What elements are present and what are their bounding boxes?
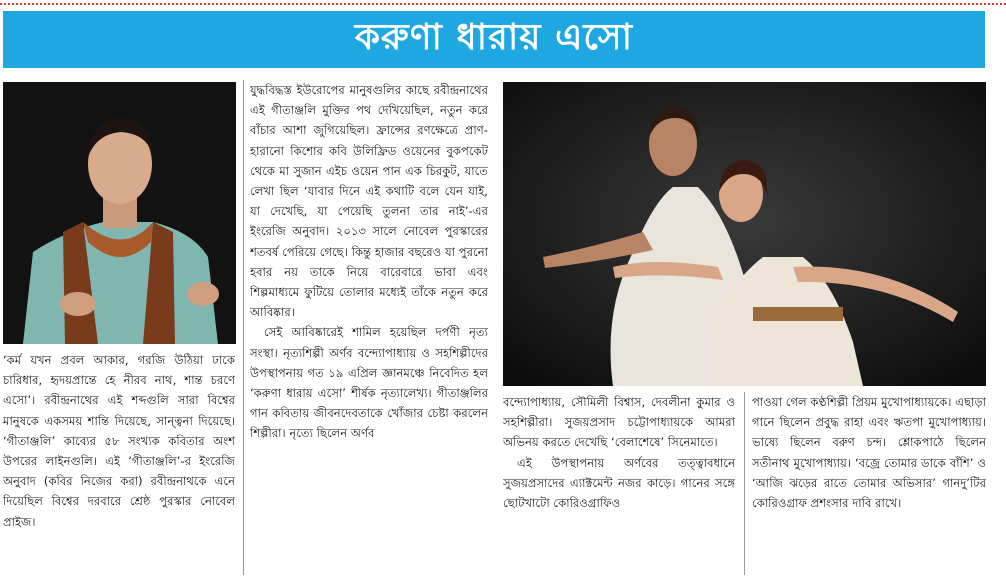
- headline: করুণা ধারায় এসো: [354, 16, 634, 58]
- paragraph: এই উপস্থাপনায় অর্ণবের তত্ত্বাবধানে সুজয়প্রসাদের এ্যাক্টমেন্ট নজর কাড়ে। গানের সঙ্গে ছোটখাটো কোরিওগ্রাফিও: [503, 455, 735, 511]
- article-column-3: [503, 392, 735, 575]
- singer-portrait-icon: [3, 82, 236, 344]
- article-column-2: [250, 80, 488, 576]
- paragraph: সেই আবিষ্কারেই শামিল হয়েছিল দর্পণী নৃত্য সংস্থা। নৃত্যশিল্পী অর্ণব বন্দ্যোপাধ্যায় ও সহশিল্পীদের উপস্থাপনায় গত ১৯ এপ্রিল জ্ঞানমঞ্চে নিবেদিত হল ‘করুণা ধারায় এসো’ শীর্ষক নৃত্যালেখ্য। গীতাঞ্জলির গান কবিতায় জীবনদেবতাকে খোঁজার চেষ্টা করলেন শিল্পীরা। নৃত্যে ছিলেন অর্ণব: [250, 325, 488, 441]
- singer-photo: [3, 82, 236, 344]
- article-column-4: [752, 392, 986, 575]
- top-border: [0, 3, 1006, 5]
- dancers-photo-icon: [503, 82, 986, 386]
- column-separator: [744, 392, 745, 575]
- article-column-1: [3, 350, 235, 575]
- column-separator: [243, 80, 244, 575]
- paragraph: পাওয়া গেল কণ্ঠশিল্পী প্রিয়ম মুখোপাধ্যায়কে। এছাড়া গানে ছিলেন প্রবুদ্ধ রাহা এবং ঋতপা মুখোপাধ্যায়। ভাষ্যে ছিলেন বরুণ চন্দ। শ্লোকপাঠে ছিলেন সতীনাথ মুখোপাধ্যায়। ‘বজ্রে তোমার ডাকে বাঁশি’ ও ‘আজি ঝড়ের রাতে তোমার অভিসার’ গানদু’টির কোরিওগ্রাফ প্রশংসার দাবি রাখে।: [752, 395, 986, 511]
- dancers-photo: [503, 82, 986, 386]
- paragraph: বন্দ্যোপাধ্যায়, সৌমিলী বিশ্বাস, দেবলীনা কুমার ও সহশিল্পীরা। সুজয়প্রসাদ চট্টোপাধ্যায়কে আমরা অভিনয় করতে দেখেছি ‘বেলাশেষে’ সিনেমাতে।: [503, 395, 735, 450]
- paragraph: যুদ্ধবিদ্ধস্ত ইউরোপের মানুষগুলির কাছে রবীন্দ্রনাথের এই গীতাঞ্জলি মুক্তির পথ দেখিয়েছিল, নতুন করে বাঁচার আশা জুগিয়েছিল। ফ্রান্সের রণক্ষেত্রে প্রাণ-হারানো কিশোর কবি উলিফ্রিড ওয়েনের বুকপকেট থেকে মা সুজান এইচ ওয়েন পান এক চিরকুট, যাতে লেখা ছিল ‘যাবার দিনে এই কথাটি বলে যেন যাই, যা দেখেছি, যা পেয়েছি তুলনা তার নাই’-এর ইংরেজি অনুবাদ। ২০১৩ সালে নোবেল পুরস্কারের শতবর্ষ পেরিয়ে গেছে। কিন্তু হাজার বছরেও যা পুরনো হবার নয় তাকে নিয়ে বারেবারে ভাবা এবং শিল্পমাধ্যমে ফুটিয়ে তোলার মধ্যেই তাঁকে নতুন করে আবিষ্কার।: [250, 83, 488, 320]
- headline-banner: [3, 11, 985, 68]
- paragraph: ‘কর্ম যখন প্রবল আকার, গরজি উঠিয়া ঢাকে চারিধার, হৃদয়প্রান্তে হে নীরব নাথ, শান্ত চরণে এসো’। রবীন্দ্রনাথের এই শব্দগুলি সারা বিশ্বের মানুষকে একসময় শান্তি দিয়েছে, সান্ত্বনা দিয়েছে। ‘গীতাঞ্জলি’ কাব্যের ৫৮ সংখ্যক কবিতার অংশ উপরের লাইনগুলি। এই ‘গীতাঞ্জলি’-র ইংরেজি অনুবাদ (কবির নিজের করা) রবীন্দ্রনাথকে এনে দিয়েছিল বিশ্বের দরবারে শ্রেষ্ঠ পুরস্কার নোবেল প্রাইজ।: [3, 353, 235, 529]
